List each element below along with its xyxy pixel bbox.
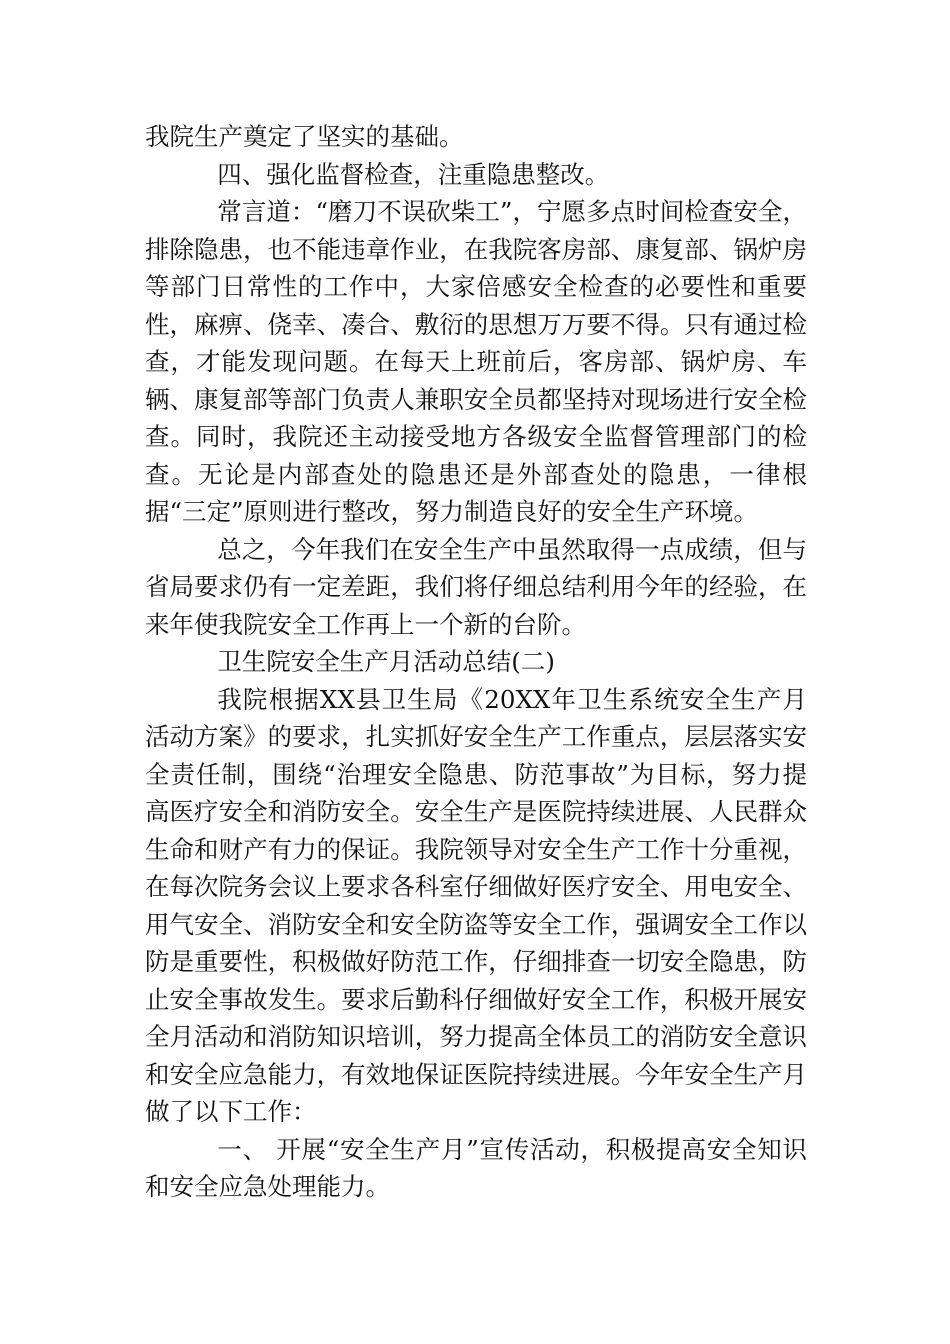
paragraph-7: 一、 开展“安全生产月”宣传活动，积极提高安全知识和安全应急处理能力。 [145, 1134, 807, 1201]
paragraph-2: 四、强化监督检查，注重隐患整改。 [217, 159, 610, 189]
paragraph-4: 总之，今年我们在安全生产中虽然取得一点成绩，但与省局要求仍有一定差距，我们将仔细总结利用今年的经验，在来年使我院安全工作再上一个新的台阶。 [145, 534, 807, 639]
section-title-2: 卫生院安全生产月活动总结(二) [217, 647, 555, 676]
document-body [145, 118, 807, 1206]
paragraph-3: 常言道：“磨刀不误砍柴工”，宁愿多点时间检查安全，排除隐患，也不能违章作业，在我院客房部、康复部、锅炉房等部门日常性的工作中，大家倍感安全检查的必要性和重要性，麻痹、侥幸、凑合、敷衍的思想万万要不得。只有通过检查，才能发现问题。在每天上班前后，客房部、锅炉房、车辆、康复部等部门负责人兼职安全员都坚持对现场进行安全检查。同时，我院还主动接受地方各级安全监督管理部门的检查。无论是内部查处的隐患还是外部查处的隐患，一律根据“三定”原则进行整改，努力制造良好的安全生产环境。 [145, 197, 807, 526]
paragraph-1: 我院生产奠定了坚实的基础。 [145, 122, 464, 151]
paragraph-6: 我院根据XX县卫生局《20XX年卫生系统安全生产月活动方案》的要求，扎实抓好安全生产工作重点，层层落实安全责任制，围绕“治理安全隐患、防范事故”为目标，努力提高医疗安全和消防安全。安全生产是医院持续进展、人民群众生命和财产有力的保证。我院领导对安全生产工作十分重视，在每次院务会议上要求各科室仔细做好医疗安全、用电安全、用气安全、消防安全和安全防盗等安全工作，强调安全工作以防是重要性，积极做好防范工作，仔细排查一切安全隐患，防止安全事故发生。要求后勤科仔细做好安全工作，积极开展安全月活动和消防知识培训，努力提高全体员工的消防安全意识和安全应急能力，有效地保证医院持续进展。今年安全生产月做了以下工作： [145, 684, 807, 1126]
